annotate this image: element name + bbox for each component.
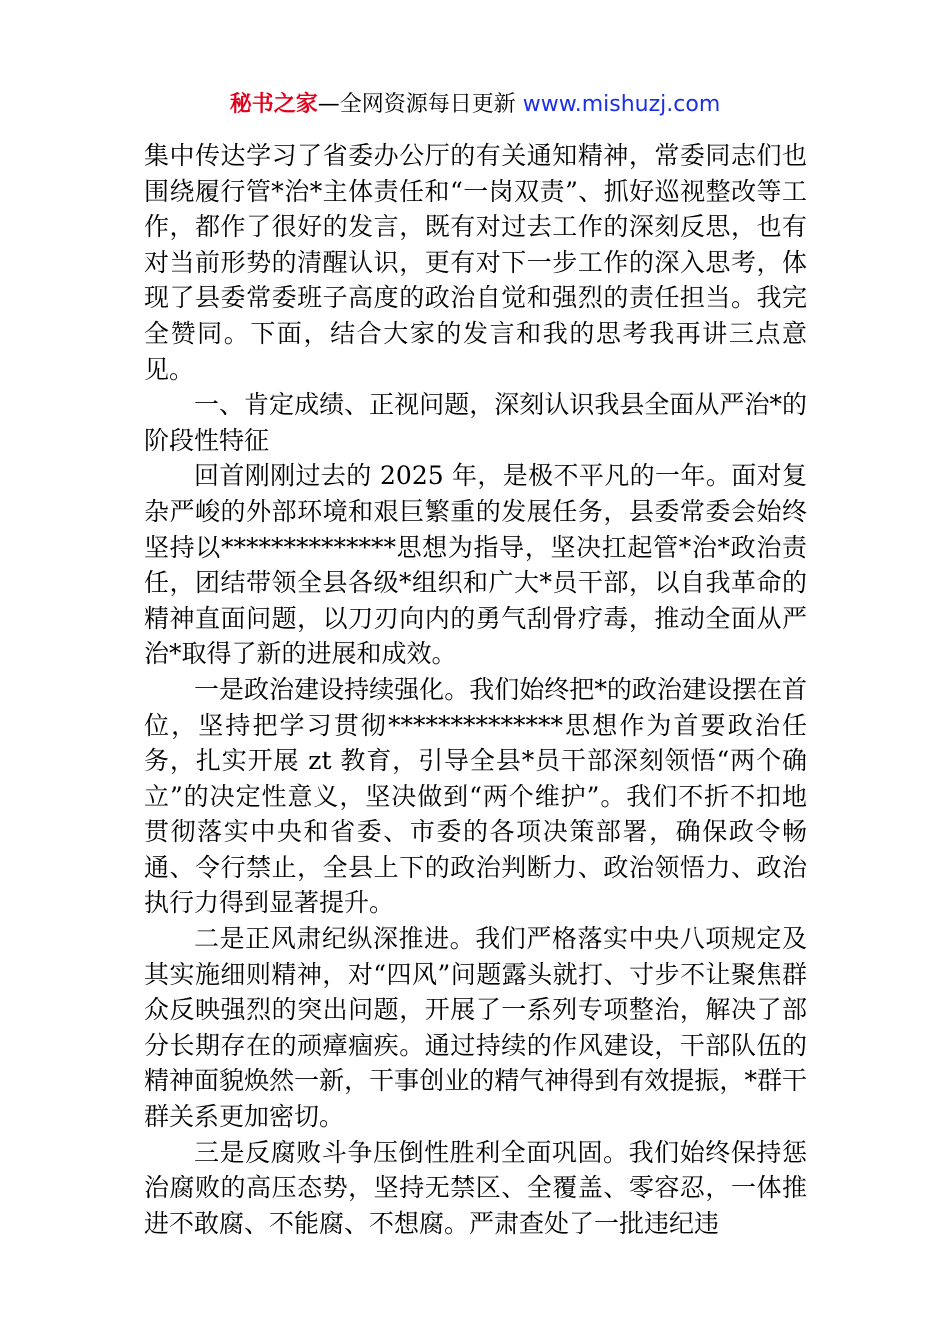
paragraph-discipline: 二是正风肃纪纵深推进。我们严格落实中央八项规定及其实施细则精神，对“四风”问题露头就打、寸步不让聚焦群众反映强烈的突出问题，开展了一系列专项整治，解决了部分长期存在的顽瘴痼疾。通过持续的作风建设，干部队伍的精神面貌焕然一新，干事创业的精气神得到有效提振，*群干群关系更加密切。 [144, 924, 807, 1132]
site-tagline: —全网资源每日更新 [317, 92, 523, 117]
site-header [0, 88, 950, 122]
document-body [144, 138, 807, 1241]
site-brand: 秘书之家 [229, 92, 318, 117]
paragraph-anti-corruption: 三是反腐败斗争压倒性胜利全面巩固。我们始终保持惩治腐败的高压态势，坚持无禁区、全覆盖、零容忍，一体推进不敢腐、不能腐、不想腐。严肃查处了一批违纪违 [144, 1137, 807, 1238]
paragraph-review: 回首刚刚过去的 2025 年，是极不平凡的一年。面对复杂严峻的外部环境和艰巨繁重的发展任务，县委常委会始终坚持以**************思想为指导，坚决扛起管*治*政治责任，团结带领全县各级*组织和广大*员干部，以自我革命的精神直面问题，以刀刃向内的勇气刮骨疗毒，推动全面从严治*取得了新的进展和成效。 [144, 461, 807, 669]
section-heading-1: 一、肯定成绩、正视问题，深刻认识我县全面从严治*的阶段性特征 [144, 390, 807, 455]
paragraph-intro: 集中传达学习了省委办公厅的有关通知精神，常委同志们也围绕履行管*治*主体责任和“一岗双责”、抓好巡视整改等工作，都作了很好的发言，既有对过去工作的深刻反思，也有对当前形势的清醒认识，更有对下一步工作的深入思考，体现了县委常委班子高度的政治自觉和强烈的责任担当。我完全赞同。下面，结合大家的发言和我的思考我再讲三点意见。 [144, 141, 807, 384]
site-url-link[interactable]: www.mishuzj.com [522, 92, 721, 117]
paragraph-political-building: 一是政治建设持续强化。我们始终把*的政治建设摆在首位，坚持把学习贯彻**************思想作为首要政治任务，扎实开展 zt 教育，引导全县*员干部深刻领悟“两个确立”的决定性意义，坚决做到“两个维护”。我们不折不扣地贯彻落实中央和省委、市委的各项决策部署，确保政令畅通、令行禁止，全县上下的政治判断力、政治领悟力、政治执行力得到显著提升。 [144, 674, 807, 918]
